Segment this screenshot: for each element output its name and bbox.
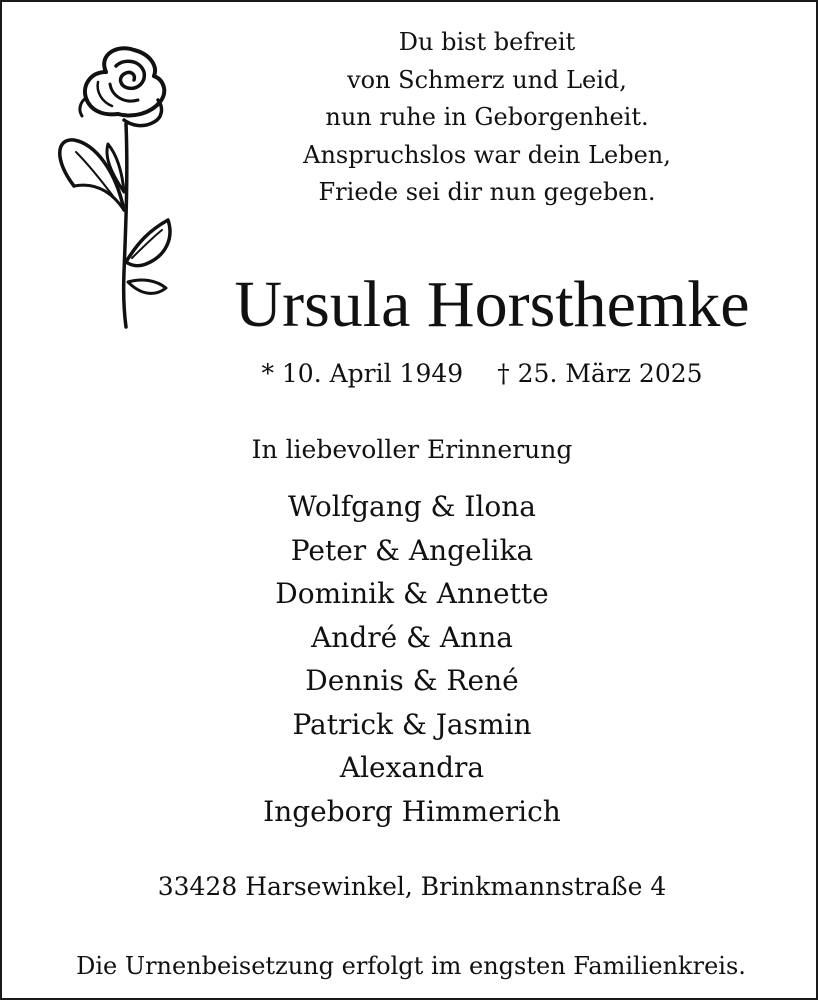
mourner-name: Peter & Angelika — [290, 533, 534, 567]
mourner-name: Ingeborg Himmerich — [263, 794, 561, 828]
mourner-name: Wolfgang & Ilona — [288, 490, 536, 523]
life-dates — [202, 354, 762, 394]
birth-date: * 10. April 1949 — [261, 359, 464, 388]
mourner-name: Dominik & Annette — [275, 577, 549, 610]
mourner-name: André & Anna — [311, 620, 513, 654]
rose-icon — [46, 42, 181, 332]
poem-line: Anspruchslos war dein Leben, — [303, 140, 671, 169]
poem-line: Du bist befreit — [398, 28, 576, 56]
address: 33428 Harsewinkel, Brinkmannstraße 4 — [157, 872, 667, 901]
mourner-name: Alexandra — [339, 751, 485, 784]
poem-line: nun ruhe in Geborgenheit. — [325, 103, 649, 131]
remembrance-heading: In liebevoller Erinnerung — [251, 435, 573, 464]
deceased-name: Ursula Horsthemke — [234, 268, 750, 341]
death-date: † 25. März 2025 — [497, 359, 703, 388]
poem-line: von Schmerz und Leid, — [347, 65, 627, 94]
mourner-name: Patrick & Jasmin — [292, 707, 532, 741]
mourner-name: Dennis & René — [305, 664, 519, 697]
burial-note: Die Urnenbeisetzung erfolgt im engsten Familienkreis. — [76, 952, 746, 980]
poem — [252, 24, 722, 212]
mourners-list — [162, 485, 662, 833]
poem-line: Friede sei dir nun gegeben. — [318, 178, 656, 206]
